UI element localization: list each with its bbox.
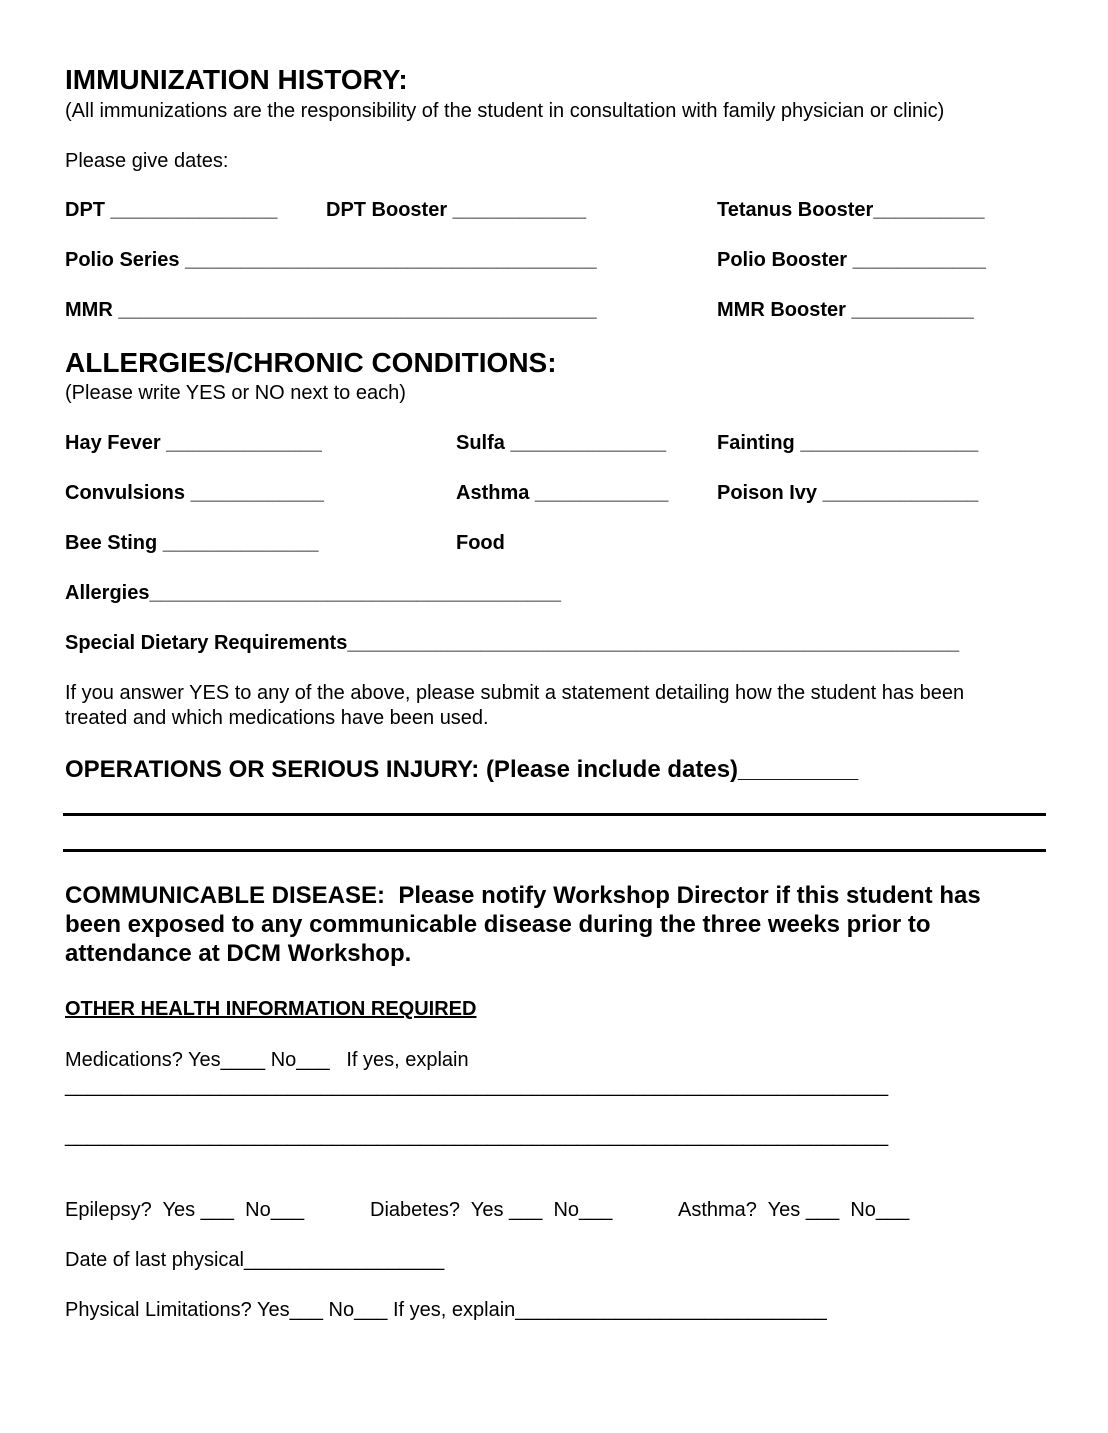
communicable-line-3: attendance at DCM Workshop.: [65, 940, 412, 967]
medications-question[interactable]: Medications? Yes____ No___ If yes, explain: [65, 1049, 469, 1071]
medications-explain-line-2[interactable]: __________________________________________________________________________: [65, 1125, 889, 1147]
operations-line-2[interactable]: [63, 849, 1046, 852]
immunization-note: (All immunizations are the responsibility of the student in consultation with family physician or clinic): [65, 100, 945, 122]
polio-booster-field[interactable]: Polio Booster ____________: [717, 249, 987, 271]
communicable-line-1: COMMUNICABLE DISEASE: Please notify Workshop Director if this student has: [65, 882, 981, 909]
sulfa-field[interactable]: Sulfa ______________: [456, 432, 667, 454]
statement-instruction-1: If you answer YES to any of the above, please submit a statement detailing how the student has been: [65, 682, 965, 704]
dietary-requirements-field[interactable]: Special Dietary Requirements_______________________________________________________: [65, 632, 960, 654]
tetanus-booster-field[interactable]: Tetanus Booster__________: [717, 199, 985, 221]
hay-fever-field[interactable]: Hay Fever ______________: [65, 432, 322, 454]
asthma-question[interactable]: Asthma? Yes ___ No___: [678, 1199, 910, 1221]
medications-explain-line-1[interactable]: __________________________________________________________________________: [65, 1075, 889, 1097]
diabetes-question[interactable]: Diabetes? Yes ___ No___: [370, 1199, 613, 1221]
operations-line-1[interactable]: [63, 813, 1046, 816]
fainting-field[interactable]: Fainting ________________: [717, 432, 979, 454]
convulsions-field[interactable]: Convulsions ____________: [65, 482, 325, 504]
mmr-booster-field[interactable]: MMR Booster ___________: [717, 299, 974, 321]
allergies-note: (Please write YES or NO next to each): [65, 382, 406, 404]
last-physical-field[interactable]: Date of last physical__________________: [65, 1249, 445, 1271]
operations-title[interactable]: OPERATIONS OR SERIOUS INJURY: (Please include dates)_________: [65, 756, 859, 783]
dpt-booster-field[interactable]: DPT Booster ____________: [326, 199, 587, 221]
poison-ivy-field[interactable]: Poison Ivy ______________: [717, 482, 979, 504]
food-field[interactable]: Food: [456, 532, 505, 554]
allergies-title: ALLERGIES/CHRONIC CONDITIONS:: [65, 347, 557, 378]
bee-sting-field[interactable]: Bee Sting ______________: [65, 532, 319, 554]
allergies-field[interactable]: Allergies_____________________________________: [65, 582, 562, 604]
epilepsy-question[interactable]: Epilepsy? Yes ___ No___: [65, 1199, 305, 1221]
immunization-title: IMMUNIZATION HISTORY:: [65, 64, 408, 95]
other-health-heading: OTHER HEALTH INFORMATION REQUIRED: [65, 998, 477, 1020]
dpt-field[interactable]: DPT _______________: [65, 199, 278, 221]
statement-instruction-2: treated and which medications have been used.: [65, 707, 489, 729]
polio-series-field[interactable]: Polio Series _____________________________________: [65, 249, 597, 271]
asthma-field[interactable]: Asthma ____________: [456, 482, 669, 504]
communicable-line-2: been exposed to any communicable disease during the three weeks prior to: [65, 911, 931, 938]
physical-limitations-question[interactable]: Physical Limitations? Yes___ No___ If yes, explain____________________________: [65, 1299, 827, 1321]
dates-prompt: Please give dates:: [65, 150, 229, 172]
mmr-field[interactable]: MMR ___________________________________________: [65, 299, 597, 321]
